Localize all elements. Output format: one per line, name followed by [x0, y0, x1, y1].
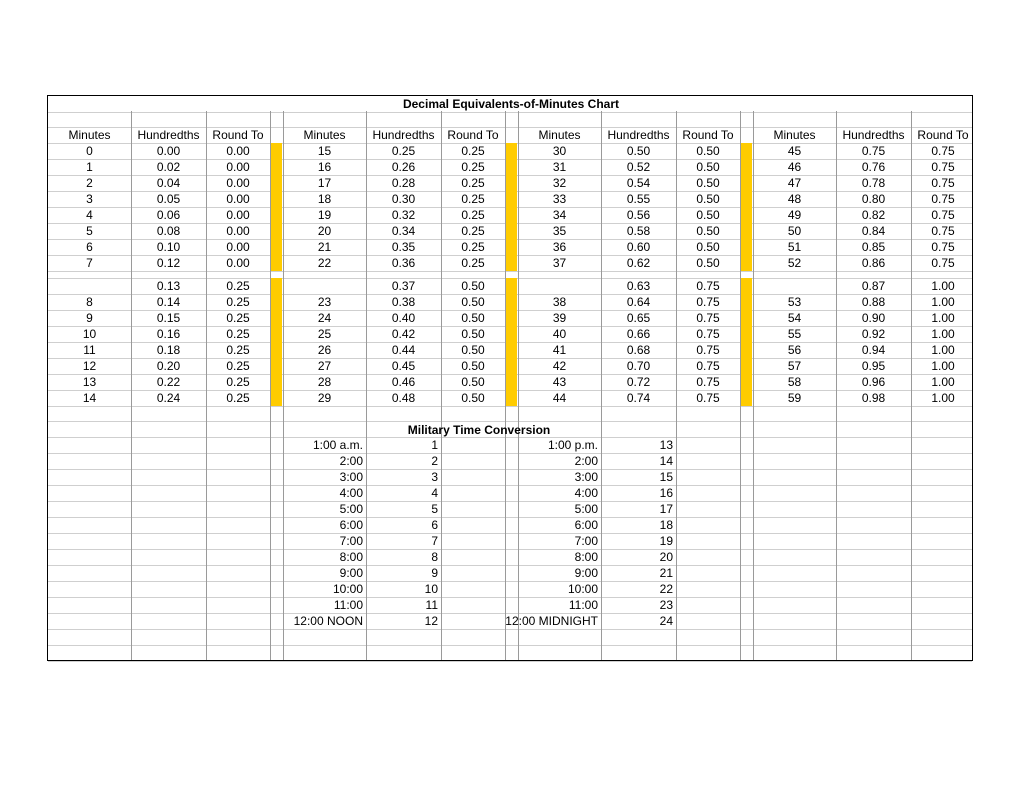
table-cell: 37	[552, 256, 567, 270]
table-cell: 0.63	[626, 279, 651, 293]
table-cell: 40	[552, 327, 567, 341]
table-cell: 33	[552, 192, 567, 206]
time-cell: 10:00	[332, 582, 363, 596]
column-header: Round To	[212, 128, 264, 142]
table-cell: 12	[82, 359, 97, 373]
table-cell: 0.62	[626, 256, 651, 270]
hour-cell: 12	[424, 614, 438, 628]
table-cell: 0.87	[861, 279, 886, 293]
separator-bar	[506, 278, 517, 406]
table-cell: 0.38	[391, 295, 416, 309]
table-cell: 20	[317, 224, 332, 238]
table-cell: 0.82	[861, 208, 886, 222]
column-header: Round To	[917, 128, 969, 142]
table-cell: 1.00	[931, 391, 955, 405]
table-cell: 0.60	[626, 240, 651, 254]
table-cell: 6	[86, 240, 93, 254]
table-cell: 58	[787, 375, 802, 389]
table-cell: 0.75	[931, 224, 955, 238]
table-cell: 0.35	[391, 240, 416, 254]
table-cell: 43	[552, 375, 567, 389]
table-cell: 0.32	[391, 208, 416, 222]
table-cell: 0.10	[156, 240, 181, 254]
table-cell: 0.12	[156, 256, 181, 270]
table-cell: 11	[83, 343, 96, 357]
hour-cell: 5	[431, 502, 438, 516]
table-cell	[753, 278, 836, 294]
table-cell: 0.92	[861, 327, 886, 341]
column-header: Hundredths	[372, 128, 435, 142]
column-header: Minutes	[303, 128, 346, 142]
table-cell: 1.00	[931, 295, 955, 309]
table-cell: 19	[317, 208, 332, 222]
table-cell: 3	[86, 192, 93, 206]
time-cell: 6:00	[574, 518, 598, 532]
table-cell: 38	[552, 295, 567, 309]
hour-cell: 3	[431, 470, 438, 484]
table-cell: 0.25	[226, 359, 250, 373]
time-cell: 6:00	[339, 518, 363, 532]
table-cell: 0.25	[226, 327, 250, 341]
table-cell: 0.42	[391, 327, 416, 341]
table-cell: 32	[552, 176, 567, 190]
table-cell: 18	[317, 192, 332, 206]
table-cell: 0.72	[626, 375, 651, 389]
table-cell: 0.52	[626, 160, 651, 174]
table-cell: 0.25	[461, 144, 485, 158]
table-cell: 0.25	[461, 176, 485, 190]
table-cell: 14	[82, 391, 97, 405]
table-cell: 0.25	[461, 256, 485, 270]
table-cell: 51	[787, 240, 802, 254]
table-cell: 0.50	[461, 311, 485, 325]
table-cell: 35	[552, 224, 567, 238]
table-cell: 1.00	[931, 359, 955, 373]
table-cell: 0.24	[156, 391, 181, 405]
hour-cell: 9	[431, 566, 438, 580]
table-cell: 24	[317, 311, 332, 325]
table-cell: 15	[317, 144, 332, 158]
table-cell: 1.00	[931, 311, 955, 325]
separator-bar	[271, 278, 282, 406]
separator-bar	[741, 278, 752, 406]
table-cell: 0.88	[861, 295, 886, 309]
table-cell: 29	[317, 391, 332, 405]
table-cell: 0.46	[391, 375, 416, 389]
separator-bar	[271, 143, 282, 271]
table-cell: 22	[317, 256, 332, 270]
table-cell: 1.00	[931, 327, 955, 341]
table-cell: 0.40	[391, 311, 416, 325]
table-cell: 0.90	[861, 311, 886, 325]
hour-cell: 16	[659, 486, 673, 500]
table-cell: 0.94	[861, 343, 886, 357]
time-cell: 3:00	[339, 470, 363, 484]
table-cell: 0.25	[226, 279, 250, 293]
table-cell: 0.75	[931, 240, 955, 254]
table-cell: 0.86	[861, 256, 886, 270]
time-cell: 4:00	[574, 486, 598, 500]
table-cell: 0	[86, 144, 93, 158]
table-cell: 31	[552, 160, 567, 174]
table-cell: 0.75	[696, 375, 720, 389]
grid-row-line	[48, 645, 972, 646]
table-cell: 0.50	[696, 144, 720, 158]
hour-cell: 24	[659, 614, 673, 628]
table-cell: 39	[552, 311, 567, 325]
table-cell: 0.13	[156, 279, 181, 293]
hour-cell: 18	[659, 518, 673, 532]
table-cell	[283, 278, 366, 294]
table-cell: 0.02	[156, 160, 181, 174]
table-cell: 0.08	[156, 224, 181, 238]
table-cell: 0.36	[391, 256, 416, 270]
time-cell: 5:00	[339, 502, 363, 516]
grid-row-line	[48, 406, 972, 407]
table-cell: 0.26	[391, 160, 416, 174]
table-cell: 46	[787, 160, 802, 174]
table-cell: 0.56	[626, 208, 651, 222]
table-cell: 0.75	[931, 192, 955, 206]
table-cell: 0.65	[626, 311, 651, 325]
table-cell: 0.75	[931, 176, 955, 190]
table-cell	[518, 278, 601, 294]
time-cell: 12:00 MIDNIGHT	[505, 614, 598, 628]
table-cell	[48, 278, 131, 294]
time-cell: 11:00	[333, 598, 363, 612]
table-cell: 54	[787, 311, 802, 325]
table-cell: 0.15	[156, 311, 181, 325]
time-cell: 9:00	[574, 566, 598, 580]
table-cell: 8	[86, 295, 93, 309]
table-cell: 1	[86, 160, 93, 174]
table-cell: 0.95	[861, 359, 886, 373]
table-cell: 0.70	[626, 359, 651, 373]
time-cell: 2:00	[574, 454, 598, 468]
time-cell: 10:00	[567, 582, 598, 596]
grid-row-line	[48, 629, 972, 630]
table-cell: 25	[317, 327, 332, 341]
hour-cell: 10	[424, 582, 438, 596]
spreadsheet	[47, 95, 973, 661]
table-cell: 0.25	[461, 208, 485, 222]
table-cell: 0.06	[156, 208, 181, 222]
table-cell: 0.50	[461, 343, 485, 357]
table-cell: 0.20	[156, 359, 181, 373]
chart-title: Decimal Equivalents-of-Minutes Chart	[402, 97, 620, 111]
hour-cell: 20	[659, 550, 673, 564]
table-cell: 0.25	[461, 160, 485, 174]
table-cell: 59	[787, 391, 802, 405]
hour-cell: 7	[431, 534, 438, 548]
time-cell: 1:00 p.m.	[547, 438, 598, 452]
table-cell: 2	[86, 176, 93, 190]
table-cell: 0.50	[461, 295, 485, 309]
table-cell: 0.84	[861, 224, 886, 238]
table-cell: 0.75	[696, 327, 720, 341]
table-cell: 1.00	[931, 343, 955, 357]
table-cell: 0.50	[696, 208, 720, 222]
column-header: Hundredths	[842, 128, 905, 142]
table-cell: 0.64	[626, 295, 651, 309]
table-cell: 7	[86, 256, 93, 270]
column-header: Minutes	[538, 128, 581, 142]
time-cell: 3:00	[574, 470, 598, 484]
table-cell: 0.75	[696, 391, 720, 405]
table-cell: 0.18	[156, 343, 181, 357]
military-title: Military Time Conversion	[407, 423, 551, 437]
hour-cell: 6	[431, 518, 438, 532]
table-cell: 21	[317, 240, 332, 254]
time-cell: 8:00	[339, 550, 363, 564]
hour-cell: 21	[659, 566, 673, 580]
table-cell: 13	[82, 375, 97, 389]
table-cell: 0.25	[226, 343, 250, 357]
table-cell: 0.75	[696, 343, 720, 357]
table-cell: 0.66	[626, 327, 651, 341]
table-cell: 4	[86, 208, 93, 222]
table-cell: 0.50	[696, 240, 720, 254]
table-cell: 0.00	[226, 224, 250, 238]
table-cell: 0.75	[696, 359, 720, 373]
column-header: Minutes	[68, 128, 111, 142]
table-cell: 0.00	[226, 256, 250, 270]
table-cell: 0.00	[226, 208, 250, 222]
grid-row-line	[48, 661, 972, 662]
table-cell: 42	[552, 359, 567, 373]
table-cell: 0.50	[696, 176, 720, 190]
table-cell: 0.50	[696, 192, 720, 206]
table-cell: 0.50	[696, 256, 720, 270]
table-cell: 44	[552, 391, 567, 405]
time-cell: 7:00	[574, 534, 598, 548]
table-cell: 27	[317, 359, 332, 373]
table-cell: 36	[552, 240, 567, 254]
time-cell: 9:00	[339, 566, 363, 580]
table-cell: 48	[787, 192, 802, 206]
table-cell: 0.25	[391, 144, 416, 158]
table-cell: 0.50	[461, 391, 485, 405]
table-cell: 0.74	[626, 391, 651, 405]
table-cell: 0.50	[461, 375, 485, 389]
table-cell: 0.50	[626, 144, 651, 158]
hour-cell: 19	[659, 534, 673, 548]
table-cell: 0.75	[696, 279, 720, 293]
table-cell: 0.00	[156, 144, 181, 158]
hour-cell: 8	[431, 550, 438, 564]
table-cell: 0.16	[156, 327, 181, 341]
table-cell: 0.50	[696, 160, 720, 174]
column-header: Hundredths	[607, 128, 670, 142]
table-cell: 0.04	[156, 176, 181, 190]
table-cell: 5	[86, 224, 93, 238]
table-cell: 0.50	[461, 327, 485, 341]
table-cell: 0.80	[861, 192, 886, 206]
table-cell: 0.75	[931, 208, 955, 222]
table-cell: 0.00	[226, 144, 250, 158]
table-cell: 55	[787, 327, 802, 341]
table-cell: 0.00	[226, 160, 250, 174]
time-cell: 8:00	[574, 550, 598, 564]
table-cell: 0.68	[626, 343, 651, 357]
table-cell: 0.85	[861, 240, 886, 254]
table-cell: 0.25	[461, 224, 485, 238]
time-cell: 2:00	[339, 454, 363, 468]
table-cell: 0.25	[461, 192, 485, 206]
table-cell: 0.50	[461, 279, 485, 293]
table-cell: 0.00	[226, 176, 250, 190]
time-cell: 4:00	[339, 486, 363, 500]
table-cell: 0.22	[156, 375, 181, 389]
hour-cell: 17	[659, 502, 673, 516]
table-cell: 0.25	[461, 240, 485, 254]
table-cell: 0.28	[391, 176, 416, 190]
table-cell: 0.25	[226, 375, 250, 389]
table-cell: 0.25	[226, 295, 250, 309]
table-cell: 50	[787, 224, 802, 238]
table-cell: 0.25	[226, 391, 250, 405]
table-cell: 0.30	[391, 192, 416, 206]
table-cell: 1.00	[931, 375, 955, 389]
table-cell: 0.45	[391, 359, 416, 373]
table-cell: 0.75	[696, 295, 720, 309]
hour-cell: 15	[659, 470, 673, 484]
table-cell: 41	[552, 343, 567, 357]
table-cell: 0.75	[931, 144, 955, 158]
column-header: Minutes	[773, 128, 816, 142]
time-cell: 1:00 a.m.	[312, 438, 363, 452]
table-cell: 57	[787, 359, 802, 373]
table-cell: 26	[317, 343, 332, 357]
table-cell: 0.50	[461, 359, 485, 373]
table-cell: 0.54	[626, 176, 651, 190]
table-cell: 0.76	[861, 160, 886, 174]
table-cell: 0.14	[156, 295, 181, 309]
hour-cell: 11	[425, 598, 438, 612]
column-header: Hundredths	[137, 128, 200, 142]
table-cell: 0.96	[861, 375, 886, 389]
table-cell: 47	[787, 176, 802, 190]
column-header: Round To	[682, 128, 734, 142]
table-cell: 49	[787, 208, 802, 222]
time-cell: 7:00	[339, 534, 363, 548]
table-cell: 0.50	[696, 224, 720, 238]
table-cell: 23	[317, 295, 332, 309]
hour-cell: 1	[431, 438, 438, 452]
table-cell: 16	[317, 160, 332, 174]
table-cell: 0.34	[391, 224, 416, 238]
table-cell: 0.00	[226, 240, 250, 254]
table-cell: 0.55	[626, 192, 651, 206]
time-cell: 11:00	[568, 598, 598, 612]
hour-cell: 22	[659, 582, 673, 596]
table-cell: 0.44	[391, 343, 416, 357]
table-cell: 0.78	[861, 176, 886, 190]
table-cell: 0.75	[931, 256, 955, 270]
separator-bar	[506, 143, 517, 271]
table-cell: 34	[552, 208, 567, 222]
hour-cell: 13	[659, 438, 673, 452]
table-cell: 9	[86, 311, 93, 325]
table-cell: 28	[317, 375, 332, 389]
table-cell: 0.48	[391, 391, 416, 405]
time-cell: 5:00	[574, 502, 598, 516]
grid-row-line	[48, 271, 972, 272]
table-cell: 1.00	[931, 279, 955, 293]
table-cell: 0.58	[626, 224, 651, 238]
table-cell: 0.98	[861, 391, 886, 405]
hour-cell: 4	[431, 486, 438, 500]
table-cell: 53	[787, 295, 802, 309]
table-cell: 0.37	[391, 279, 416, 293]
hour-cell: 2	[431, 454, 438, 468]
table-cell: 0.25	[226, 311, 250, 325]
hour-cell: 23	[659, 598, 673, 612]
separator-bar	[741, 143, 752, 271]
table-cell: 0.00	[226, 192, 250, 206]
table-cell: 30	[552, 144, 567, 158]
table-cell: 0.75	[931, 160, 955, 174]
table-cell: 10	[82, 327, 97, 341]
table-cell: 45	[787, 144, 802, 158]
column-header: Round To	[447, 128, 499, 142]
table-cell: 52	[787, 256, 802, 270]
table-cell: 0.75	[696, 311, 720, 325]
table-cell: 17	[317, 176, 332, 190]
time-cell: 12:00 NOON	[293, 614, 363, 628]
table-cell: 56	[787, 343, 802, 357]
hour-cell: 14	[659, 454, 673, 468]
table-cell: 0.05	[156, 192, 181, 206]
table-cell: 0.75	[861, 144, 886, 158]
